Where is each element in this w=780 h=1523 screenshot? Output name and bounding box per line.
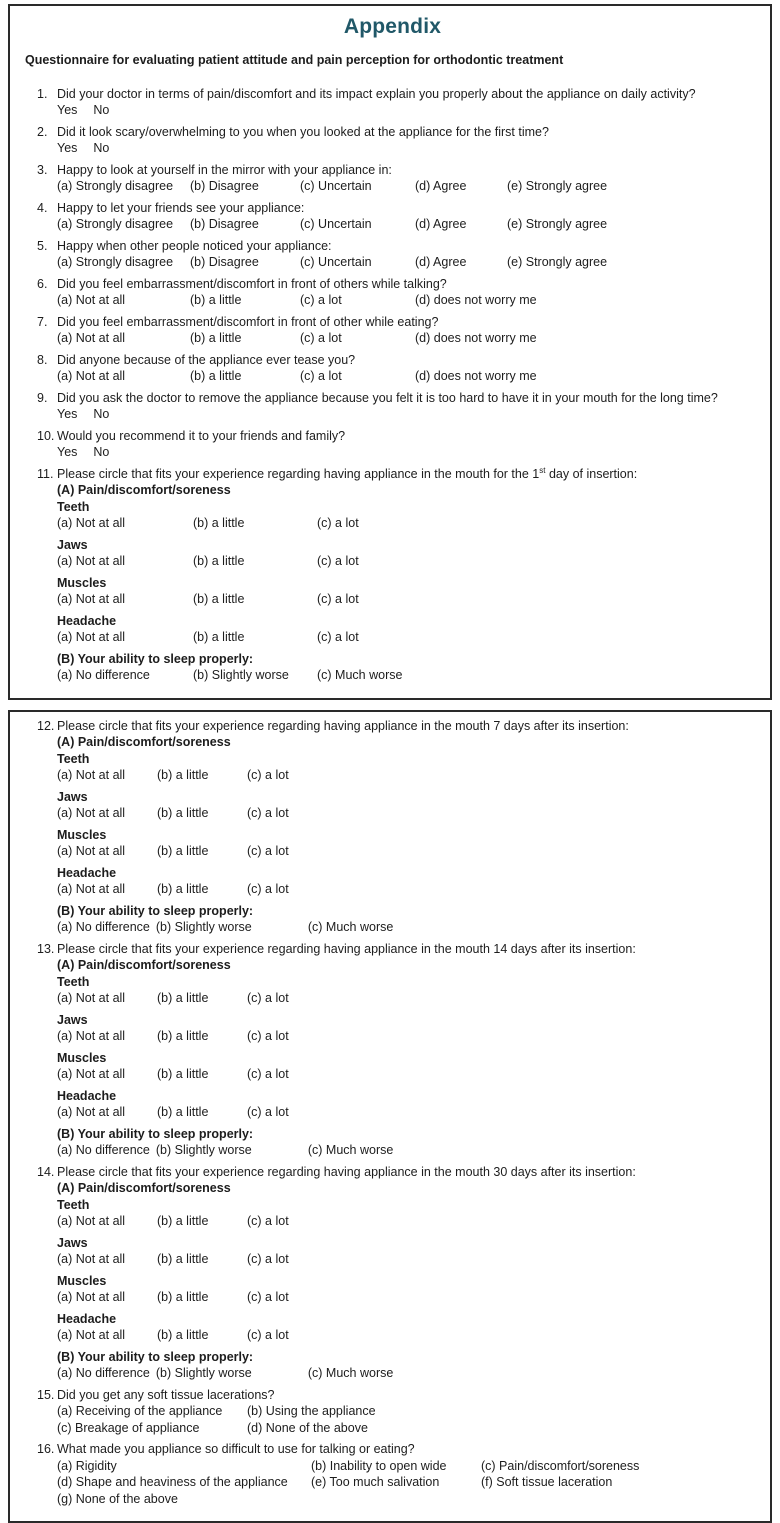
answer-option-c: (c) a lot [247,767,289,784]
question-number: 5. [37,238,57,255]
question-text: Please circle that fits your experience regarding having appliance in the mouth 30 days after its insertion: [57,1165,636,1179]
question-14 [25,1164,760,1382]
answer-options [57,254,760,271]
question-9 [25,390,760,423]
answer-option-d: (d) Agree [415,254,501,271]
answer-options [57,292,760,309]
question-text: Did you ask the doctor to remove the appliance because you felt it is too hard to have it in your mouth for the long time? [57,391,718,405]
question-8 [25,352,760,385]
question-number: 13. [37,941,57,958]
answer-options [57,919,760,936]
question-4 [25,200,760,233]
answer-options [57,1289,760,1306]
section-label: Teeth [57,1197,760,1214]
answer-option-d: (d) None of the above [247,1420,368,1437]
section-label: (B) Your ability to sleep properly: [57,651,760,668]
answer-option-c: (c) a lot [317,591,359,608]
answer-option-b: (b) Using the appliance [247,1403,376,1420]
question-15 [25,1387,760,1437]
question-line-10 [25,428,760,445]
answer-option-b: (b) Slightly worse [156,1365,302,1382]
answer-option-d: (d) Shape and heaviness of the appliance [57,1474,305,1491]
answer-options [57,216,760,233]
answer-option-e: (e) Strongly agree [507,216,607,233]
answer-option-a: (a) Not at all [57,767,151,784]
answer-option-a: (a) Not at all [57,1028,151,1045]
answer-option-b: (b) a little [157,990,241,1007]
answer-option-c: (c) a lot [247,1213,289,1230]
answer-option-a: (a) Strongly disagree [57,216,184,233]
section-label: Headache [57,613,760,630]
question-text: Did you feel embarrassment/discomfort in front of others while talking? [57,277,447,291]
question-text: Did it look scary/overwhelming to you when you looked at the appliance for the first time? [57,125,549,139]
answer-option-a: (a) Not at all [57,1104,151,1121]
answer-options [57,1028,760,1045]
question-text: What made you appliance so difficult to use for talking or eating? [57,1442,415,1456]
question-text: Did you feel embarrassment/discomfort in front of other while eating? [57,315,438,329]
questionnaire-box-2 [8,710,772,1523]
answer-option-e: (e) Strongly agree [507,254,607,271]
answer-options [57,1474,760,1491]
section-label: Teeth [57,499,760,516]
question-list-page-2 [25,718,760,1508]
answer-option-a: (a) Not at all [57,1066,151,1083]
section-label: Teeth [57,974,760,991]
answer-option-a: (a) No difference [57,1365,150,1382]
section-label: Muscles [57,827,760,844]
answer-option-a: (a) Rigidity [57,1458,305,1475]
question-line-3 [25,162,760,179]
answer-options [57,881,760,898]
section-label: Headache [57,1088,760,1105]
answer-option-c: (c) Much worse [317,667,402,684]
answer-option-e: (e) Too much salivation [311,1474,475,1491]
answer-option-b: (b) a little [157,805,241,822]
question-text: Please circle that fits your experience regarding having appliance in the mouth for the 1st day of insertion: [57,467,637,481]
question-3 [25,162,760,195]
answer-option-a: (a) Not at all [57,1251,151,1268]
answer-options [57,368,760,385]
answer-options [57,1365,760,1382]
question-text: Did anyone because of the appliance ever tease you? [57,353,355,367]
answer-option-b: (b) a little [157,1289,241,1306]
question-line-12 [25,718,760,735]
answer-option-no: No [93,444,109,461]
section-label: Jaws [57,537,760,554]
answer-option-a: (a) Not at all [57,881,151,898]
answer-option-b: (b) Disagree [190,254,294,271]
question-number: 15. [37,1387,57,1404]
answer-option-a: (a) Not at all [57,843,151,860]
question-13 [25,941,760,1159]
question-line-6 [25,276,760,293]
answer-option-b: (b) a little [193,553,311,570]
answer-option-d: (d) does not worry me [415,292,537,309]
answer-option-b: (b) a little [157,1028,241,1045]
answer-option-yes: Yes [57,406,77,423]
question-6 [25,276,760,309]
answer-option-c: (c) a lot [247,990,289,1007]
answer-option-c: (c) a lot [247,1104,289,1121]
answer-option-c: (c) Much worse [308,1142,393,1159]
question-number: 9. [37,390,57,407]
answer-option-no: No [93,102,109,119]
answer-option-a: (a) Not at all [57,1289,151,1306]
yes-no-options [57,140,760,157]
answer-options [57,178,760,195]
answer-option-c: (c) a lot [247,881,289,898]
section-label: Jaws [57,1235,760,1252]
question-number: 2. [37,124,57,141]
answer-option-a: (a) Not at all [57,990,151,1007]
answer-options [57,629,760,646]
answer-option-g: (g) None of the above [57,1491,305,1508]
answer-option-c: (c) a lot [317,553,359,570]
question-number: 11. [37,466,57,483]
answer-option-b: (b) a little [190,330,294,347]
section-label: (A) Pain/discomfort/soreness [57,482,760,499]
answer-options [57,805,760,822]
question-number: 6. [37,276,57,293]
answer-options [57,591,760,608]
answer-option-b: (b) a little [157,881,241,898]
question-1 [25,86,760,119]
answer-option-a: (a) Not at all [57,330,184,347]
answer-option-b: (b) a little [157,767,241,784]
question-text: Please circle that fits your experience regarding having appliance in the mouth 14 days after its insertion: [57,942,636,956]
answer-option-c: (c) Much worse [308,1365,393,1382]
answer-option-b: (b) Inability to open wide [311,1458,475,1475]
answer-option-a: (a) Not at all [57,368,184,385]
question-number: 1. [37,86,57,103]
answer-options [57,1066,760,1083]
answer-option-no: No [93,140,109,157]
question-10 [25,428,760,461]
answer-option-yes: Yes [57,140,77,157]
question-line-15 [25,1387,760,1404]
section-label: Teeth [57,751,760,768]
answer-option-c: (c) a lot [317,515,359,532]
answer-option-b: (b) a little [157,843,241,860]
answer-option-b: (b) a little [157,1251,241,1268]
answer-options [57,330,760,347]
answer-options [57,990,760,1007]
question-line-7 [25,314,760,331]
answer-option-a: (a) Not at all [57,591,187,608]
section-label: Headache [57,865,760,882]
answer-option-b: (b) a little [157,1213,241,1230]
answer-option-b: (b) a little [157,1104,241,1121]
question-number: 10. [37,428,57,445]
answer-option-c: (c) a lot [300,368,409,385]
question-number: 12. [37,718,57,735]
answer-option-d: (d) Agree [415,178,501,195]
question-text: Happy when other people noticed your appliance: [57,239,332,253]
answer-option-d: (d) Agree [415,216,501,233]
answer-option-e: (e) Strongly agree [507,178,607,195]
answer-option-c: (c) a lot [247,1289,289,1306]
question-number: 8. [37,352,57,369]
question-text: Please circle that fits your experience regarding having appliance in the mouth 7 days after its insertion: [57,719,629,733]
answer-option-b: (b) Slightly worse [156,919,302,936]
answer-option-c: (c) Uncertain [300,216,409,233]
answer-option-b: (b) Disagree [190,178,294,195]
answer-option-a: (a) Strongly disagree [57,254,184,271]
ordinal-superscript: st [539,465,545,474]
question-line-9 [25,390,760,407]
answer-option-b: (b) a little [193,591,311,608]
answer-option-a: (a) Receiving of the appliance [57,1403,241,1420]
question-list-page-1 [25,86,760,684]
answer-options [57,667,760,684]
section-label: Muscles [57,1050,760,1067]
answer-options [57,1104,760,1121]
section-label: (A) Pain/discomfort/soreness [57,734,760,751]
answer-option-c: (c) a lot [300,330,409,347]
question-text: Happy to look at yourself in the mirror with your appliance in: [57,163,392,177]
question-16 [25,1441,760,1507]
answer-option-f: (f) Soft tissue laceration [481,1474,612,1491]
answer-option-a: (a) No difference [57,1142,150,1159]
question-text: Did you get any soft tissue lacerations? [57,1388,274,1402]
answer-options [57,1327,760,1344]
answer-option-b: (b) a little [193,515,311,532]
answer-options [57,1213,760,1230]
question-number: 14. [37,1164,57,1181]
question-7 [25,314,760,347]
section-label: (A) Pain/discomfort/soreness [57,1180,760,1197]
questionnaire-heading: Questionnaire for evaluating patient attitude and pain perception for orthodontic treatment [25,52,760,69]
question-text: Happy to let your friends see your appliance: [57,201,304,215]
answer-options [57,843,760,860]
answer-option-d: (d) does not worry me [415,330,537,347]
answer-option-c: (c) Much worse [308,919,393,936]
answer-options [57,1142,760,1159]
answer-options [57,767,760,784]
section-label: Muscles [57,575,760,592]
section-label: Muscles [57,1273,760,1290]
yes-no-options [57,406,760,423]
question-line-5 [25,238,760,255]
question-line-2 [25,124,760,141]
answer-options [57,515,760,532]
question-line-8 [25,352,760,369]
answer-options [57,1251,760,1268]
question-line-13 [25,941,760,958]
answer-option-a: (a) Not at all [57,553,187,570]
section-label: (B) Your ability to sleep properly: [57,1126,760,1143]
answer-option-c: (c) a lot [247,805,289,822]
answer-option-a: (a) No difference [57,667,187,684]
answer-options [57,1420,760,1437]
section-label: Jaws [57,1012,760,1029]
answer-option-b: (b) a little [190,368,294,385]
question-line-16 [25,1441,760,1458]
answer-option-a: (a) Not at all [57,629,187,646]
question-5 [25,238,760,271]
answer-option-d: (d) does not worry me [415,368,537,385]
answer-option-c: (c) a lot [247,1028,289,1045]
answer-option-c: (c) a lot [247,843,289,860]
answer-option-c: (c) Uncertain [300,178,409,195]
section-label: (A) Pain/discomfort/soreness [57,957,760,974]
page-title: Appendix [25,14,760,40]
yes-no-options [57,102,760,119]
answer-option-a: (a) Strongly disagree [57,178,184,195]
answer-option-a: (a) No difference [57,919,150,936]
answer-option-b: (b) a little [157,1327,241,1344]
question-text: Would you recommend it to your friends and family? [57,429,345,443]
answer-option-b: (b) a little [157,1066,241,1083]
answer-option-c: (c) Breakage of appliance [57,1420,241,1437]
question-line-4 [25,200,760,217]
answer-option-b: (b) a little [193,629,311,646]
question-line-14 [25,1164,760,1181]
section-label: Headache [57,1311,760,1328]
answer-option-c: (c) a lot [247,1251,289,1268]
answer-option-c: (c) a lot [247,1327,289,1344]
answer-option-a: (a) Not at all [57,292,184,309]
question-number: 7. [37,314,57,331]
answer-option-no: No [93,406,109,423]
question-line-1 [25,86,760,103]
answer-option-a: (a) Not at all [57,515,187,532]
answer-option-a: (a) Not at all [57,1327,151,1344]
questionnaire-box-1 [8,4,772,700]
answer-option-yes: Yes [57,444,77,461]
question-12 [25,718,760,936]
question-number: 16. [37,1441,57,1458]
answer-option-c: (c) Pain/discomfort/soreness [481,1458,639,1475]
answer-options [57,553,760,570]
answer-option-b: (b) a little [190,292,294,309]
section-label: Jaws [57,789,760,806]
answer-option-yes: Yes [57,102,77,119]
answer-option-b: (b) Slightly worse [156,1142,302,1159]
yes-no-options [57,444,760,461]
answer-option-c: (c) a lot [247,1066,289,1083]
question-2 [25,124,760,157]
answer-option-a: (a) Not at all [57,805,151,822]
question-line-11 [25,466,760,483]
answer-options [57,1458,760,1475]
question-number: 3. [37,162,57,179]
section-label: (B) Your ability to sleep properly: [57,1349,760,1366]
answer-option-c: (c) a lot [317,629,359,646]
answer-option-c: (c) a lot [300,292,409,309]
answer-options [57,1491,760,1508]
answer-options [57,1403,760,1420]
answer-option-c: (c) Uncertain [300,254,409,271]
answer-option-a: (a) Not at all [57,1213,151,1230]
answer-option-b: (b) Disagree [190,216,294,233]
question-11 [25,466,760,684]
question-text: Did your doctor in terms of pain/discomfort and its impact explain you properly about the appliance on daily activity? [57,87,696,101]
question-number: 4. [37,200,57,217]
section-label: (B) Your ability to sleep properly: [57,903,760,920]
answer-option-b: (b) Slightly worse [193,667,311,684]
